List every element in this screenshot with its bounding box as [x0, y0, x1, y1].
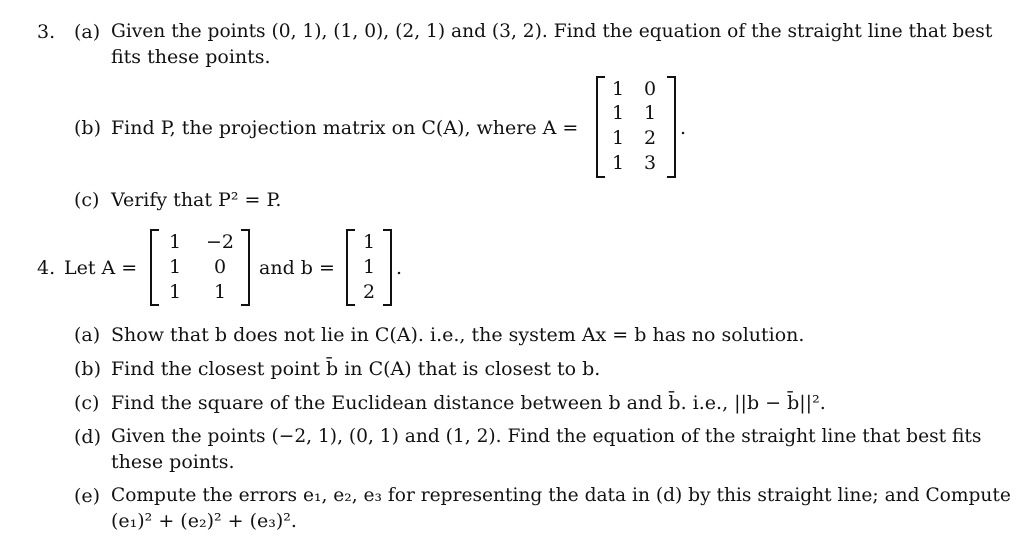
matrix-cell: 1: [168, 281, 182, 303]
matrix-cell: 2: [643, 127, 657, 149]
matrix-cell: 3: [643, 152, 657, 174]
problem-4a-text: Show that b does not lie in C(A). i.e., the system Ax = b has no solution.: [111, 324, 805, 346]
problem-4-and-text: and b =: [259, 257, 335, 279]
problem-3a-text-line2: fits these points.: [111, 46, 271, 68]
matrix-cell: 1: [611, 152, 625, 174]
vector-cell: 1: [362, 231, 376, 253]
matrix-cell: 0: [213, 256, 227, 278]
problem-3c-label: (c): [74, 189, 100, 211]
problem-3a-text-line1: Given the points (0, 1), (1, 0), (2, 1) and (3, 2). Find the equation of the straight line that best: [111, 21, 993, 42]
matrix-cell: 1: [611, 127, 625, 149]
vector-left-bracket: [346, 229, 355, 306]
vector-cell: 2: [362, 281, 376, 303]
problem-3b-label: (b): [74, 117, 101, 139]
problem-4e-text-line2: (e₁)² + (e₂)² + (e₃)².: [111, 510, 297, 532]
problem-4b-text: Find the closest point b̄ in C(A) that is closest to b.: [111, 358, 601, 380]
problem-3b-text: Find P, the projection matrix on C(A), where A =: [111, 117, 579, 139]
problem-4-period: .: [396, 257, 403, 279]
matrix-left-bracket: [596, 76, 605, 178]
matrix-a-problem-3: [596, 76, 676, 178]
problem-3c-text: Verify that P² = P.: [111, 189, 282, 211]
matrix-cell: −2: [205, 231, 234, 253]
problem-4e-label: (e): [74, 485, 101, 507]
matrix-cell: 0: [643, 78, 657, 100]
matrix-cell: 1: [643, 102, 657, 124]
matrix-cell: 1: [168, 256, 182, 278]
problem-3b-period: .: [680, 117, 687, 139]
problem-4c-text: Find the square of the Euclidean distance between b and b̄. i.e., ||b − b̄||².: [111, 392, 826, 414]
matrix-a-problem-4: [150, 229, 250, 306]
problem-4-number: 4.: [37, 257, 56, 279]
problem-4-let-text: Let A =: [64, 257, 138, 279]
vector-cell: 1: [362, 256, 376, 278]
vector-right-bracket: [383, 229, 392, 306]
problem-4d-label: (d): [74, 426, 101, 448]
matrix-left-bracket: [150, 229, 159, 306]
matrix-right-bracket: [241, 229, 250, 306]
matrix-cell: 1: [611, 102, 625, 124]
problem-4d-text-line2: these points.: [111, 451, 235, 473]
matrix-right-bracket: [667, 76, 676, 178]
problem-3a-label: (a): [74, 21, 101, 43]
problem-4d-text-line1: Given the points (−2, 1), (0, 1) and (1, 2). Find the equation of the straight line that best fits: [111, 426, 982, 447]
matrix-cell: 1: [213, 281, 227, 303]
vector-b-problem-4: [346, 229, 392, 306]
problem-4c-label: (c): [74, 392, 100, 414]
problem-4b-label: (b): [74, 358, 101, 380]
problem-3-number: 3.: [37, 21, 56, 43]
problem-4e-text-line1: Compute the errors e₁, e₂, e₃ for representing the data in (d) by this straight line; and Compute: [111, 485, 1011, 506]
problem-4a-label: (a): [74, 324, 101, 346]
matrix-cell: 1: [168, 231, 182, 253]
matrix-cell: 1: [611, 78, 625, 100]
